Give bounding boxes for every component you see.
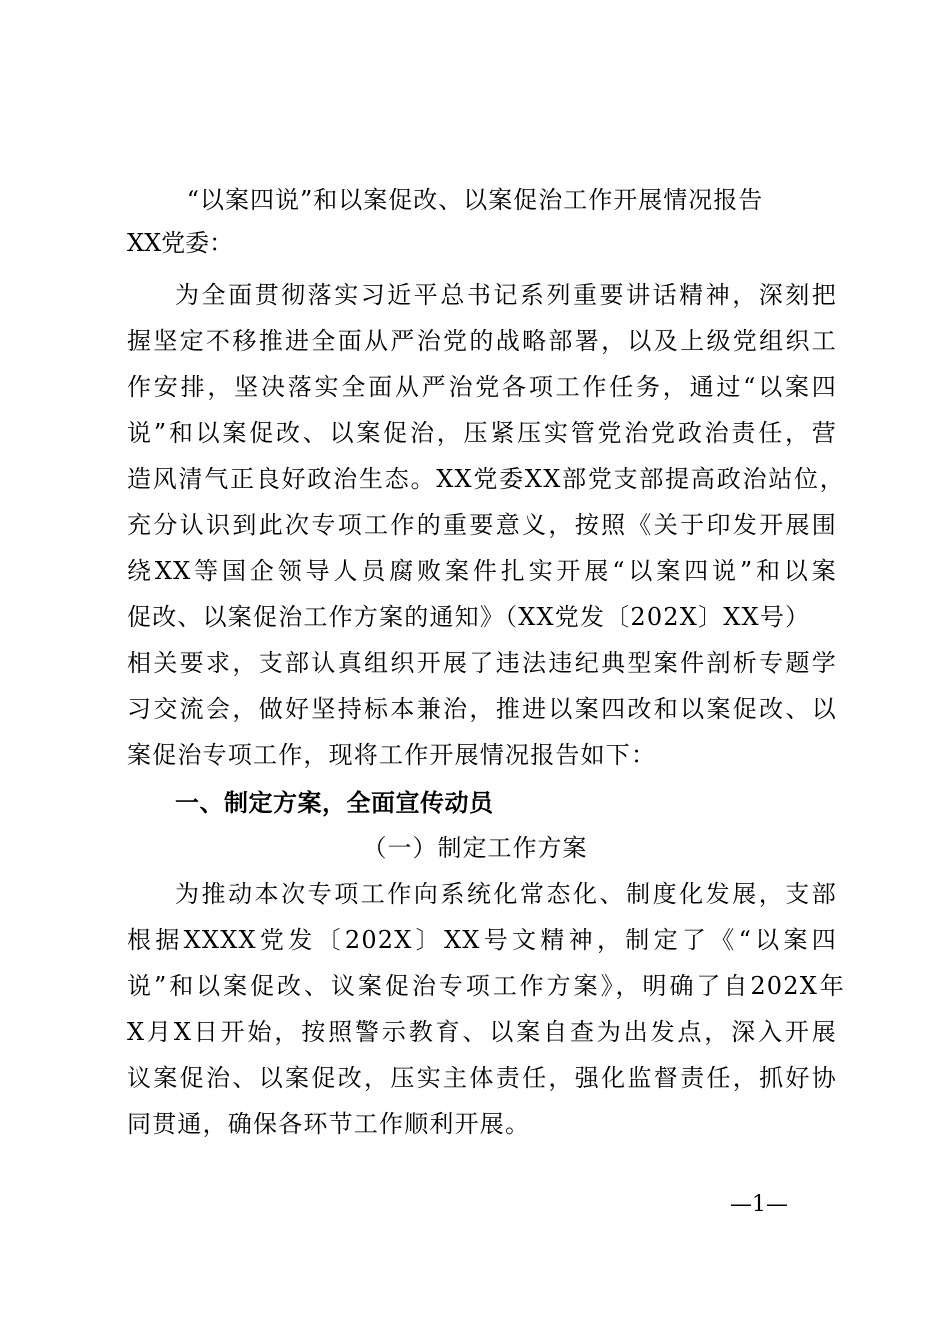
section-heading: 一、制定方案，全面宣传动员 <box>175 789 494 817</box>
paragraph-line: 说”和以案促改、议案促治专项工作方案》，明确了自202X年 <box>127 972 845 1000</box>
salutation: XX党委： <box>127 229 234 257</box>
document-title: “以案四说”和以案促改、以案促治工作开展情况报告 <box>186 186 764 214</box>
paragraph-line: 相关要求，支部认真组织开展了违法违纪典型案件剖析专题学 <box>127 649 837 677</box>
paragraph-line: 造风清气正良好政治生态。XX党委XX部党支部提高政治站位， <box>127 465 845 493</box>
paragraph-line: 议案促治、以案促改，压实主体责任，强化监督责任，抓好协 <box>127 1064 837 1092</box>
paragraph-line: 说”和以案促改、以案促治，压紧压实管党治党政治责任，营 <box>127 419 837 447</box>
paragraph-line: 作安排，坚决落实全面从严治党各项工作任务，通过“以案四 <box>127 373 837 401</box>
paragraph-line: 同贯通，确保各环节工作顺利开展。 <box>127 1110 531 1138</box>
paragraph-line: X月X日开始，按照警示教育、以案自查为出发点，深入开展 <box>127 1018 837 1046</box>
paragraph-line: 充分认识到此次专项工作的重要意义，按照《关于印发开展围 <box>127 511 837 539</box>
paragraph-line: 促改、以案促治工作方案的通知》（XX党发〔202X〕XX号） <box>127 603 811 631</box>
paragraph-line: 根据XXXX党发〔202X〕XX号文精神，制定了《“以案四 <box>127 926 837 954</box>
paragraph-line: 绕XX等国企领导人员腐败案件扎实开展“以案四说”和以案 <box>127 557 837 585</box>
paragraph-line: 为推动本次专项工作向系统化常态化、制度化发展，支部 <box>175 880 837 908</box>
paragraph-line: 案促治专项工作，现将工作开展情况报告如下： <box>127 741 657 769</box>
paragraph-line: 习交流会，做好坚持标本兼治，推进以案四改和以案促改、以 <box>127 695 837 723</box>
subsection-heading: （一）制定工作方案 <box>362 834 588 862</box>
paragraph-line: 握坚定不移推进全面从严治党的战略部署，以及上级党组织工 <box>127 327 837 355</box>
page-number: —1— <box>730 1192 788 1217</box>
paragraph-line: 为全面贯彻落实习近平总书记系列重要讲话精神，深刻把 <box>175 281 837 309</box>
